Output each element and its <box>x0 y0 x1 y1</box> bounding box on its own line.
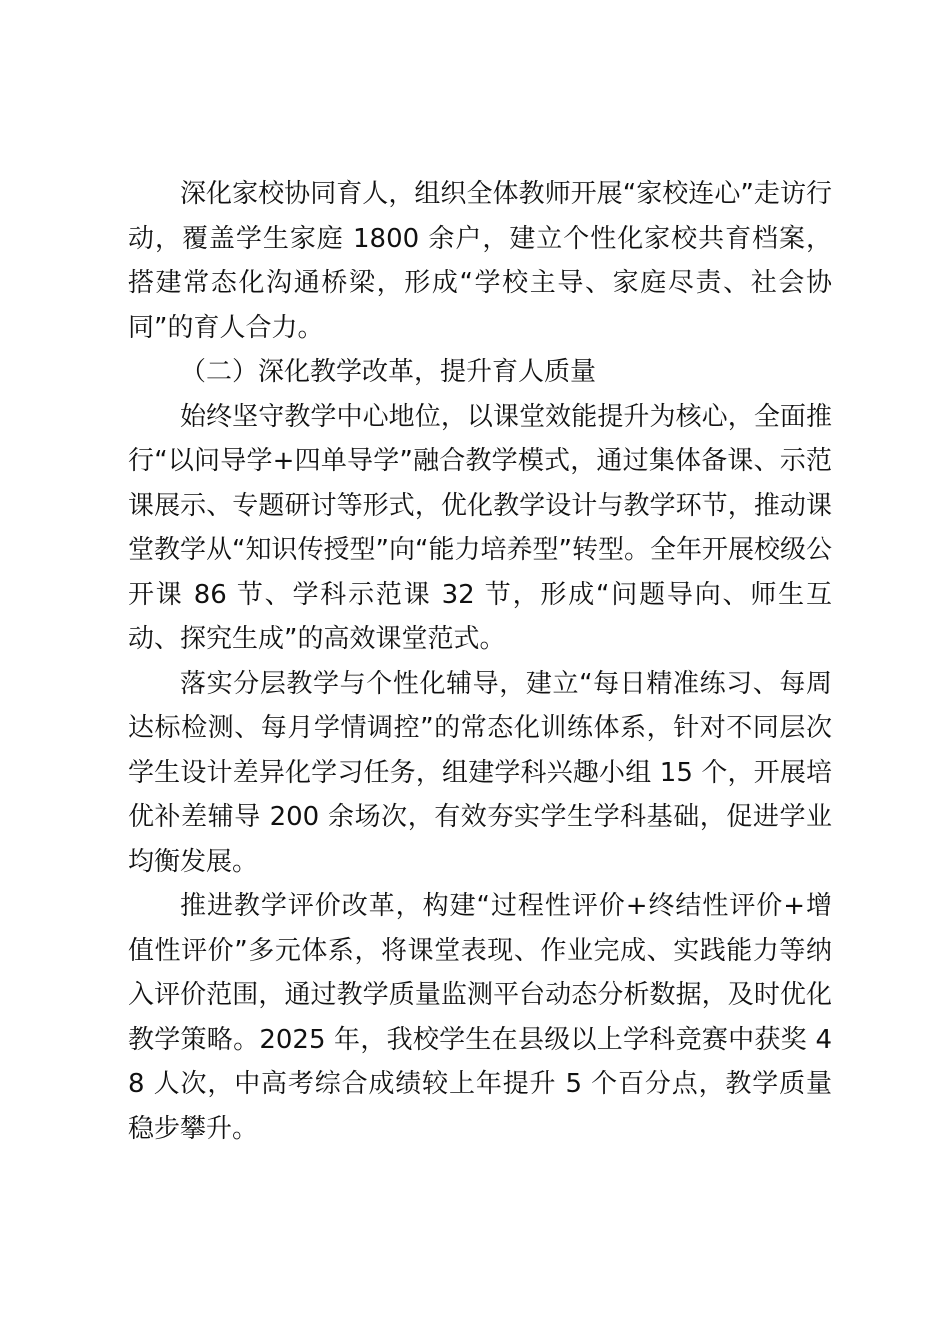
paragraph-classroom-teaching: 始终坚守教学中心地位，以课堂效能提升为核心，全面推行“以问导学+四单导学”融合教学模式，通过集体备课、示范课展示、专题研讨等形式，优化教学设计与教学环节，推动课堂教学从“知识传授型”向“能力培养型”转型。全年开展校级公开课 86 节、学科示范课 32 节，形成“问题导向、师生互动、探究生成”的高效课堂范式。 <box>128 401 832 654</box>
paragraph-evaluation-reform: 推进教学评价改革，构建“过程性评价+终结性评价+增值性评价”多元体系，将课堂表现、作业完成、实践能力等纳入评价范围，通过教学质量监测平台动态分析数据，及时优化教学策略。2025 年，我校学生在县级以上学科竞赛中获奖 48 人次，中高考综合成绩较上年提升 5 个百分点，教学质量稳步攀升。 <box>128 891 832 1144</box>
paragraph-tiered-teaching: 落实分层教学与个性化辅导，建立“每日精准练习、每周达标检测、每月学情调控”的常态化训练体系，针对不同层次学生设计差异化学习任务，组建学科兴趣小组 15 个，开展培优补差辅导 200 余场次，有效夯实学生学科基础，促进学业均衡发展。 <box>128 668 832 877</box>
section-heading-teaching-reform: （二）深化教学改革，提升育人质量 <box>180 357 597 387</box>
document-page <box>128 172 832 1151</box>
paragraph-home-school: 深化家校协同育人，组织全体教师开展“家校连心”走访行动，覆盖学生家庭 1800 余户，建立个性化家校共育档案，搭建常态化沟通桥梁，形成“学校主导、家庭尽责、社会协同”的育人合力。 <box>128 179 832 343</box>
